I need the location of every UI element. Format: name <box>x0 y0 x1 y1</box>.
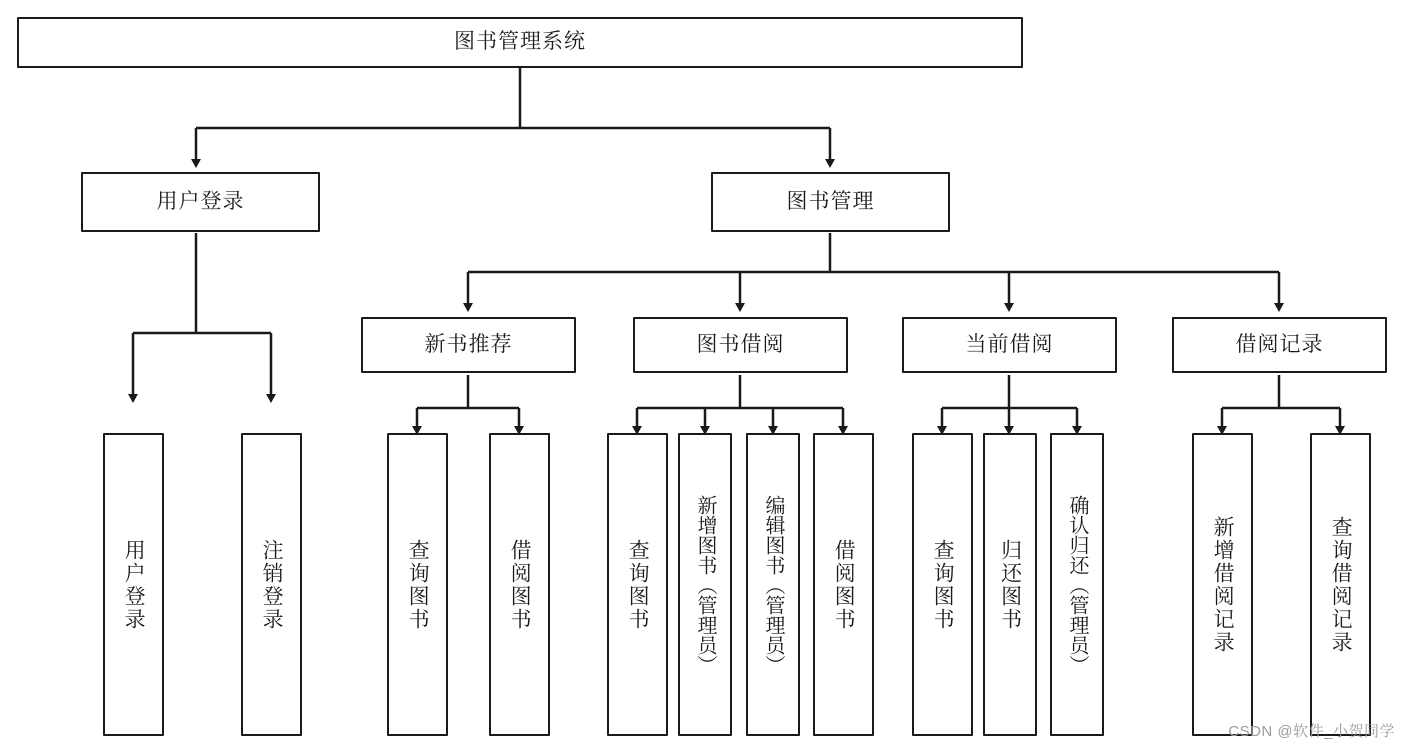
node-book-borrow[interactable] <box>633 317 848 373</box>
node-borrow-edit-book[interactable] <box>746 433 800 736</box>
node-record-search-label: 查询借阅记录 <box>1329 515 1353 654</box>
node-user-login-label: 用户登录 <box>156 189 245 213</box>
watermark-text: CSDN @软件_小贺同学 <box>1228 723 1395 740</box>
node-logout-label: 注销登录 <box>260 538 284 631</box>
node-rec-borrow-book[interactable] <box>489 433 550 736</box>
node-borrow-add-book[interactable] <box>678 433 732 736</box>
node-borrow-query-book[interactable] <box>607 433 668 736</box>
node-record-add-label: 新增借阅记录 <box>1211 515 1235 654</box>
node-record-search[interactable] <box>1310 433 1371 736</box>
node-rec-query-book[interactable] <box>387 433 448 736</box>
node-current-confirm-return[interactable] <box>1050 433 1104 736</box>
node-borrow-add-book-label: 新增图书（管理员） <box>694 494 716 675</box>
node-login-user-label: 用户登录 <box>122 538 146 631</box>
node-current-borrow[interactable] <box>902 317 1117 373</box>
node-rec-borrow-book-label: 借阅图书 <box>508 538 532 631</box>
node-borrow-record[interactable] <box>1172 317 1387 373</box>
node-root[interactable] <box>17 17 1023 68</box>
node-record-add[interactable] <box>1192 433 1253 736</box>
node-book-management[interactable] <box>711 172 950 232</box>
node-book-borrow-label: 图书借阅 <box>696 332 785 356</box>
node-new-book-recommend-label: 新书推荐 <box>424 332 513 356</box>
node-borrow-query-book-label: 查询图书 <box>626 538 650 631</box>
node-new-book-recommend[interactable] <box>361 317 576 373</box>
node-borrow-record-label: 借阅记录 <box>1235 332 1324 356</box>
node-borrow-do-borrow-label: 借阅图书 <box>832 538 856 631</box>
node-current-query-book[interactable] <box>912 433 973 736</box>
node-borrow-edit-book-label: 编辑图书（管理员） <box>762 494 784 675</box>
node-login-user[interactable] <box>103 433 164 736</box>
node-current-borrow-label: 当前借阅 <box>965 332 1054 356</box>
node-root-label: 图书管理系统 <box>454 30 586 54</box>
node-logout[interactable] <box>241 433 302 736</box>
node-current-confirm-return-label: 确认归还（管理员） <box>1066 494 1088 675</box>
node-borrow-do-borrow[interactable] <box>813 433 874 736</box>
node-rec-query-book-label: 查询图书 <box>406 538 430 631</box>
node-current-query-book-label: 查询图书 <box>931 538 955 631</box>
node-user-login[interactable] <box>81 172 320 232</box>
node-current-return-book-label: 归还图书 <box>998 538 1022 631</box>
node-current-return-book[interactable] <box>983 433 1037 736</box>
node-book-management-label: 图书管理 <box>786 189 875 213</box>
